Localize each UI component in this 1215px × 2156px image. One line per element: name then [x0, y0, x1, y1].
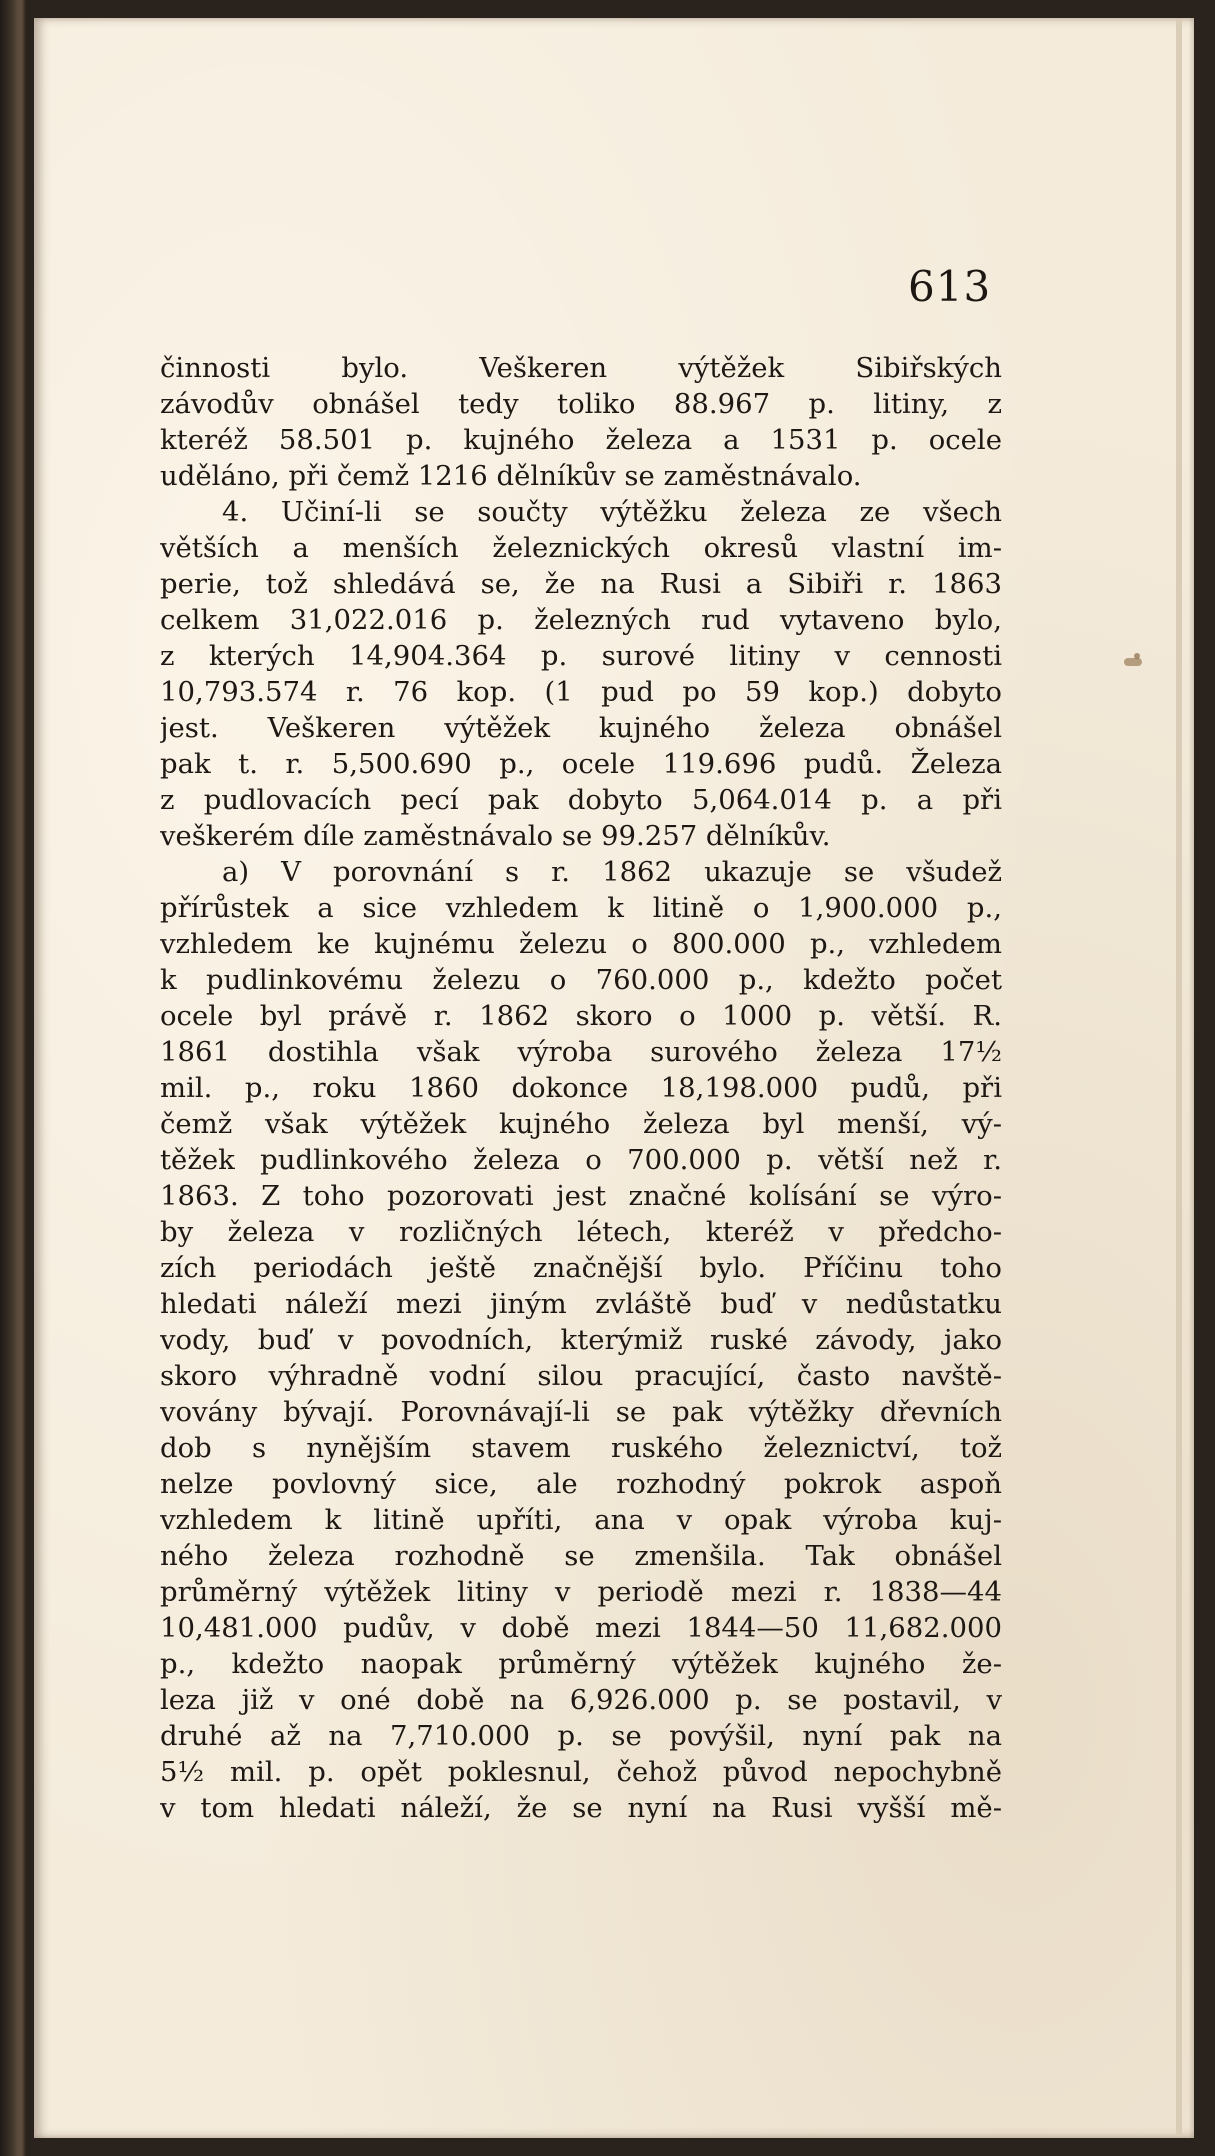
text-line: jest. Veškeren výtěžek kujného železa obnášel — [160, 712, 1002, 744]
text-line: k pudlinkovému železu o 760.000 p., kdežto počet — [160, 964, 1002, 996]
text-line: 10,793.574 r. 76 kop. (1 pud po 59 kop.) dobyto — [160, 676, 1002, 708]
page-edge — [1176, 20, 1182, 2136]
text-line: ocele byl právě r. 1862 skoro o 1000 p. větší. R. — [160, 1000, 1002, 1032]
text-line: a) V porovnání s r. 1862 ukazuje se všudež — [222, 856, 1002, 888]
text-line: ného železa rozhodně se zmenšila. Tak obnášel — [160, 1540, 1002, 1572]
page-number: 613 — [908, 262, 992, 311]
text-line: celkem 31,022.016 p. železných rud vytaveno bylo, — [160, 604, 1002, 636]
text-line: 4. Učiní-li se součty výtěžku železa ze všech — [222, 496, 1002, 528]
text-line: druhé až na 7,710.000 p. se povýšil, nyní pak na — [160, 1720, 1002, 1752]
text-line: nelze povlovný sice, ale rozhodný pokrok aspoň — [160, 1468, 1002, 1500]
text-line: v tom hledati náleží, že se nyní na Rusi vyšší mě- — [160, 1792, 1002, 1824]
text-line: průměrný výtěžek litiny v periodě mezi r. 1838—44 — [160, 1576, 1002, 1608]
text-line: vovány bývají. Porovnávají-li se pak výtěžky dřevních — [160, 1396, 1002, 1428]
text-line: čemž však výtěžek kujného železa byl menší, vý- — [160, 1108, 1002, 1140]
text-line: leza již v oné době na 6,926.000 p. se postavil, v — [160, 1684, 1002, 1716]
text-line: 1861 dostihla však výroba surového železa 17½ — [160, 1036, 1002, 1068]
text-line: veškerém díle zaměstnávalo se 99.257 dělníkův. — [160, 820, 831, 852]
text-line: kteréž 58.501 p. kujného železa a 1531 p. ocele — [160, 424, 1002, 456]
text-line: těžek pudlinkového železa o 700.000 p. větší než r. — [160, 1144, 1002, 1176]
text-line: dob s nynějším stavem ruského železnictví, tož — [160, 1432, 1002, 1464]
body-text — [160, 350, 1002, 1826]
text-line: činnosti bylo. Veškeren výtěžek Sibiřských — [160, 352, 1002, 384]
text-line: 10,481.000 pudův, v době mezi 1844—50 11,682.000 — [160, 1612, 1002, 1644]
text-line: zích periodách ještě značnější bylo. Příčinu toho — [160, 1252, 1002, 1284]
text-line: větších a menších železnických okresů vlastní im- — [160, 532, 1002, 564]
text-line: pak t. r. 5,500.690 p., ocele 119.696 pudů. Železa — [160, 748, 1002, 780]
text-line: perie, tož shledává se, že na Rusi a Sibiři r. 1863 — [160, 568, 1002, 600]
text-line: 1863. Z toho pozorovati jest značné kolísání se výro- — [160, 1180, 1002, 1212]
text-line: uděláno, při čemž 1216 dělníkův se zaměstnávalo. — [160, 460, 862, 492]
paper-stain — [1124, 658, 1142, 666]
text-line: z kterých 14,904.364 p. surové litiny v cennosti — [160, 640, 1002, 672]
text-line: hledati náleží mezi jiným zvláště buď v nedůstatku — [160, 1288, 1002, 1320]
text-line: vzhledem k litině upříti, ana v opak výroba kuj- — [160, 1504, 1002, 1536]
text-line: přírůstek a sice vzhledem k litině o 1,900.000 p., — [160, 892, 1002, 924]
text-line: by železa v rozličných létech, kteréž v předcho- — [160, 1216, 1002, 1248]
text-line: závodův obnášel tedy toliko 88.967 p. litiny, z — [160, 388, 1002, 420]
text-line: skoro výhradně vodní silou pracující, často navště- — [160, 1360, 1002, 1392]
paper-stain-dot — [1134, 653, 1140, 659]
text-line: mil. p., roku 1860 dokonce 18,198.000 pudů, při — [160, 1072, 1002, 1104]
text-line: vody, buď v povodních, kterýmiž ruské závody, jako — [160, 1324, 1002, 1356]
text-line: vzhledem ke kujnému železu o 800.000 p., vzhledem — [160, 928, 1002, 960]
text-line: p., kdežto naopak průměrný výtěžek kujného že- — [160, 1648, 1002, 1680]
text-line: 5½ mil. p. opět poklesnul, čehož původ nepochybně — [160, 1756, 1002, 1788]
text-line: z pudlovacích pecí pak dobyto 5,064.014 p. a při — [160, 784, 1002, 816]
